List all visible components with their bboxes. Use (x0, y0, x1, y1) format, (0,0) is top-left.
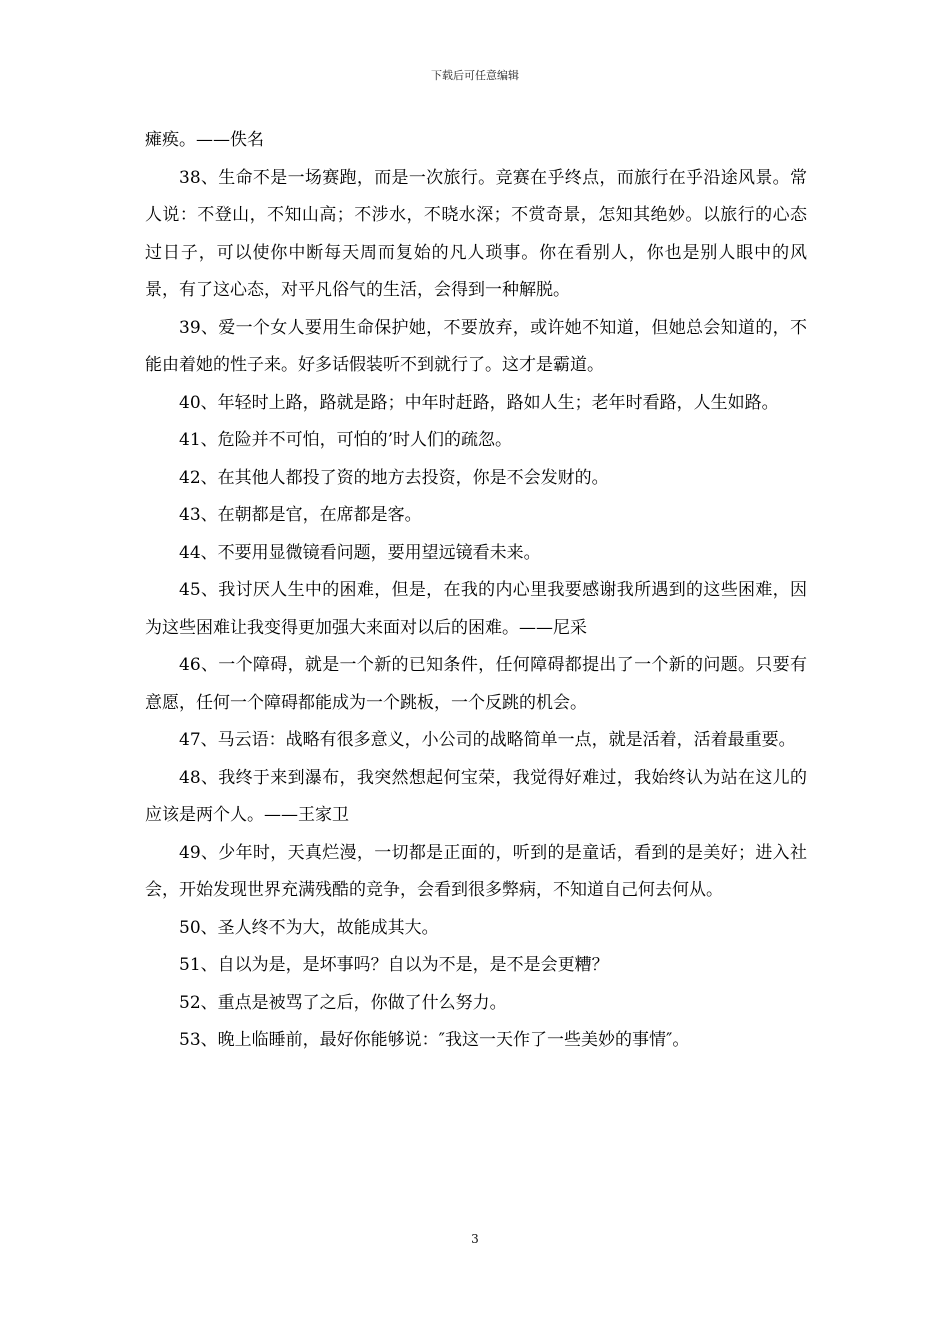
paragraph: 53、晚上临睡前，最好你能够说：″我这一天作了一些美妙的事情″。 (179, 1030, 690, 1050)
paragraph: 瘫痪。——佚名 (145, 130, 264, 150)
paragraph: 42、在其他人都投了资的地方去投资，你是不会发财的。 (179, 467, 609, 488)
paragraph: 50、圣人终不为大，故能成其大。 (179, 917, 439, 938)
paragraph: 38、生命不是一场赛跑，而是一次旅行。竞赛在乎终点，而旅行在乎沿途风景。常人说：不登山，不知山高；不涉水，不晓水深；不赏奇景，怎知其绝妙。以旅行的心态过日子，可以使你中断每天周而复始的凡人琐事。你在看别人，你也是别人眼中的风景，有了这心态，对平凡俗气的生活，会得到一种解脱。 (145, 167, 807, 300)
paragraph: 40、年轻时上路，路就是路；中年时赶路，路如人生；老年时看路，人生如路。 (179, 392, 779, 413)
paragraph: 49、少年时，天真烂漫，一切都是正面的，听到的是童话，看到的是美好；进入社会，开始发现世界充满残酷的竞争，会看到很多弊病，不知道自己何去何从。 (145, 842, 807, 900)
paragraph: 51、自以为是，是坏事吗？自以为不是，是不是会更糟？ (179, 955, 609, 975)
paragraph: 52、重点是被骂了之后，你做了什么努力。 (179, 992, 507, 1013)
paragraph: 39、爱一个女人要用生命保护她，不要放弃，或许她不知道，但她总会知道的，不能由着她的性子来。好多话假装听不到就行了。这才是霸道。 (145, 317, 807, 375)
paragraph: 41、危险并不可怕，可怕的’时人们的疏忽。 (179, 430, 513, 450)
page-header: 下载后可任意编辑 (431, 69, 519, 82)
paragraph: 47、马云语：战略有很多意义，小公司的战略简单一点，就是活着，活着最重要。 (179, 730, 796, 750)
paragraph: 48、我终于来到瀑布，我突然想起何宝荣，我觉得好难过，我始终认为站在这儿的应该是两个人。——王家卫 (145, 767, 807, 825)
paragraph: 44、不要用显微镜看问题，要用望远镜看未来。 (179, 542, 541, 563)
paragraph: 43、在朝都是官，在席都是客。 (179, 505, 422, 525)
body-text (145, 122, 807, 1060)
page-number: 3 (471, 1232, 479, 1246)
paragraph: 46、一个障碍，就是一个新的已知条件，任何障碍都提出了一个新的问题。只要有意愿，任何一个障碍都能成为一个跳板，一个反跳的机会。 (145, 655, 807, 713)
paragraph: 45、我讨厌人生中的困难，但是，在我的内心里我要感谢我所遇到的这些困难，因为这些困难让我变得更加强大来面对以后的困难。——尼采 (145, 580, 807, 638)
